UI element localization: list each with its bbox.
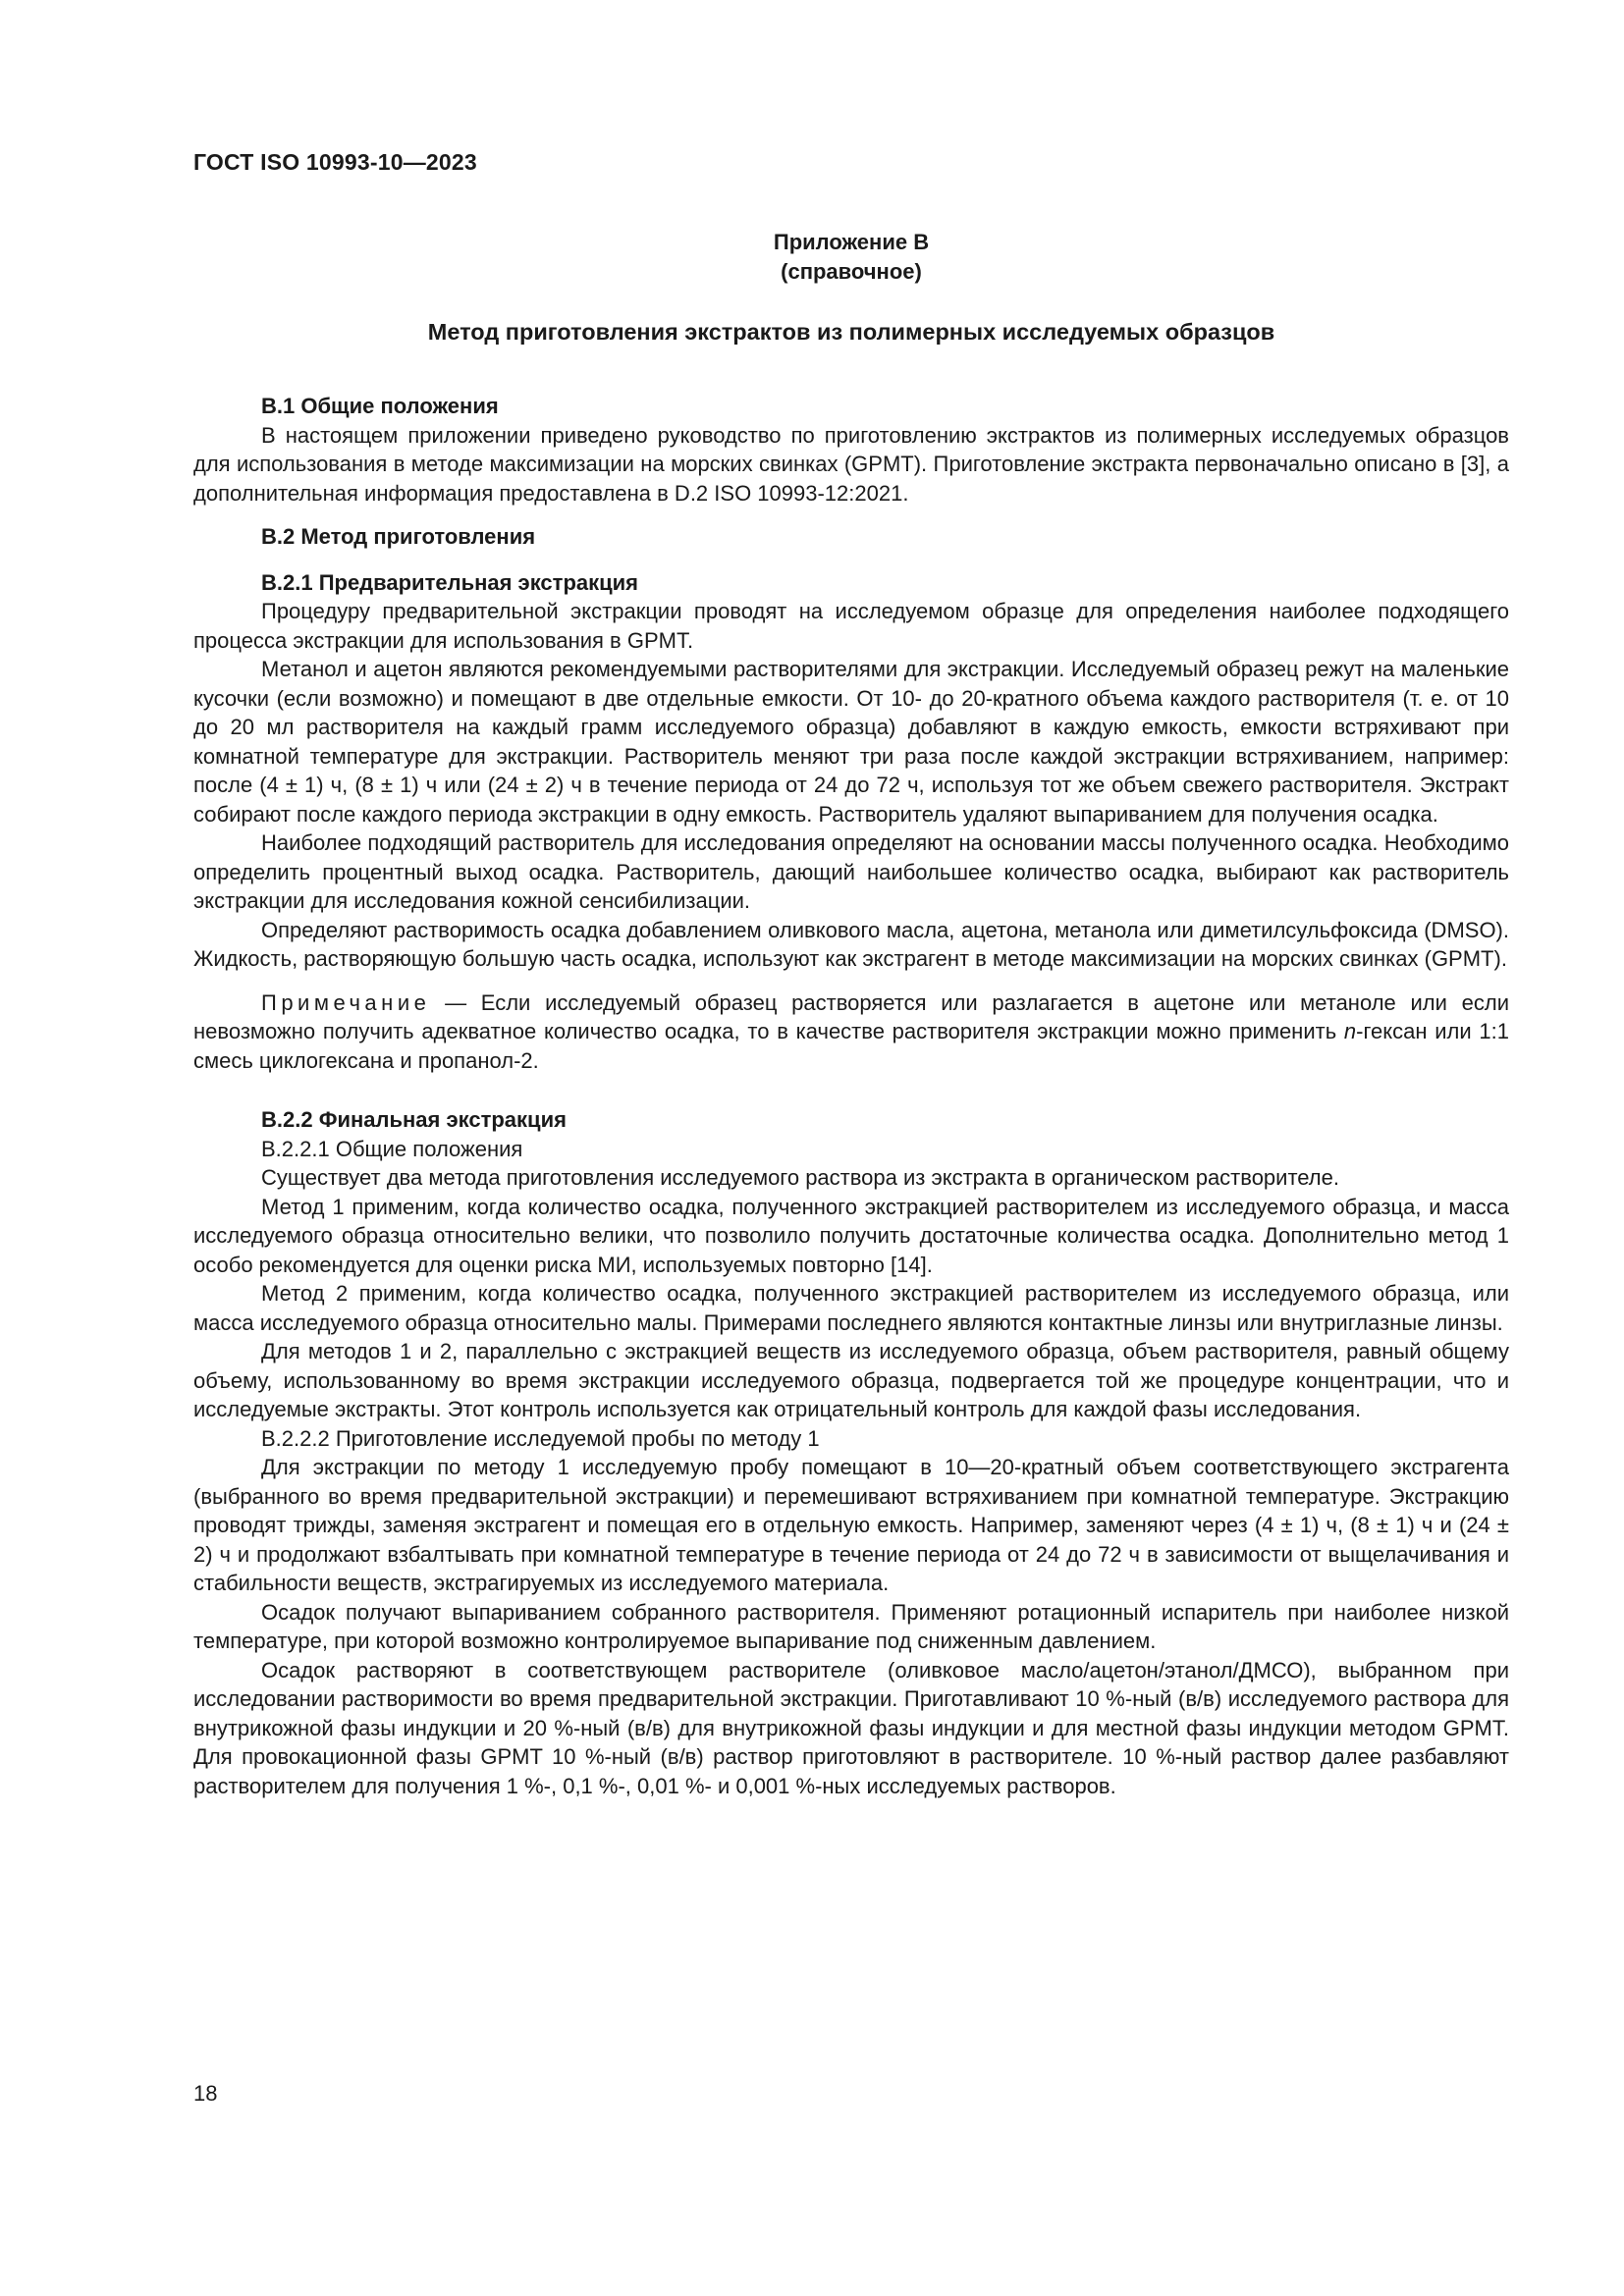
paragraph: Процедуру предварительной экстракции проводят на исследуемом образце для определения наиболее подходящего процесса экстракции для использования в GPMT. bbox=[193, 599, 1509, 653]
section-heading-b221: B.2.2.1 Общие положения bbox=[261, 1136, 523, 1161]
section-heading-b21: B.2.1 Предварительная экстракция bbox=[261, 569, 639, 595]
paragraph: Существует два метода приготовления исследуемого раствора из экстракта в органическом растворителе. bbox=[261, 1165, 1339, 1190]
paragraph: Определяют растворимость осадка добавлением оливкового масла, ацетона, метанола или диметилсульфоксида (DMSO). Жидкость, растворяющую большую часть осадка, используют как экстрагент в методе максимизации на морских свинках (GPMT). bbox=[193, 917, 1509, 971]
page-number: 18 bbox=[193, 2081, 218, 2106]
paragraph: Метод 2 применим, когда количество осадка, полученного экстракцией растворителем из исследуемого образца, или масса исследуемого образца относительно малы. Примерами последнего являются контактные линзы или внутриглазные линзы. bbox=[193, 1281, 1509, 1335]
note-label: Примечание bbox=[261, 989, 431, 1015]
body-text bbox=[193, 392, 1509, 1800]
paragraph: Метанол и ацетон являются рекомендуемыми растворителями для экстракции. Исследуемый образец режут на маленькие кусочки (если возможно) и помещают в две отдельные емкости. От 10- до 20-кратного объема каждого растворителя (т. е. от 10 до 20 мл растворителя на каждый грамм исследуемого образца) добавляют в каждую емкость, емкости встряхивают при комнатной температуре для экстракции. Растворитель меняют три раза после каждой экстракции встряхиванием, например: после (4 ± 1) ч, (8 ± 1) ч или (24 ± 2) ч в течение периода от 24 до 72 ч, используя тот же объем свежего растворителя. Экстракт собирают после каждого периода экстракции в одну емкость. Растворитель удаляют выпариванием для получения осадка. bbox=[193, 657, 1509, 827]
note-text: — Если исследуемый образец растворяется или разлагается в ацетоне или метаноле или если невозможно получить адекватное количество осадка, то в качестве растворителя экстракции можно применить bbox=[193, 989, 1509, 1043]
note bbox=[193, 988, 1509, 1076]
paragraph: Наиболее подходящий растворитель для исследования определяют на основании массы полученного осадка. Необходимо определить процентный выход осадка. Растворитель, дающий наибольшее количество осадка, выбирают как растворитель экстракции для исследования кожной сенсибилизации. bbox=[193, 830, 1509, 913]
section-heading-b2: B.2 Метод приготовления bbox=[261, 524, 536, 549]
annex-label: Приложение B bbox=[773, 230, 930, 254]
paragraph: Для методов 1 и 2, параллельно с экстракцией веществ из исследуемого образца, объем растворителя, равный общему объему, использованному во время экстракции исследуемого образца, подвергается той же процедуре концентрации, что и исследуемые экстракты. Этот контроль используется как отрицательный контроль для каждой фазы исследования. bbox=[193, 1339, 1509, 1421]
section-heading-b1: B.1 Общие положения bbox=[261, 394, 499, 418]
section-heading-b22: B.2.2 Финальная экстракция bbox=[261, 1107, 567, 1132]
paragraph: Метод 1 применим, когда количество осадка, полученного экстракцией растворителем из исследуемого образца, и масса исследуемого образца относительно велики, что позволило получить достаточные количества осадка. Дополнительно метод 1 особо рекомендуется для оценки риска МИ, используемых повторно [14]. bbox=[193, 1194, 1509, 1277]
paragraph: Для экстракции по методу 1 исследуемую пробу помещают в 10—20-кратный объем соответствующего экстрагента (выбранного во время предварительной экстракции) и перемешивают встряхиванием при комнатной температуре. Экстракцию проводят трижды, заменяя экстрагент и помещая его в отдельную емкость. Например, заменяют через (4 ± 1) ч, (8 ± 1) ч и (24 ± 2) ч и продолжают взбалтывать при комнатной температуре в течение периода от 24 до 72 ч в зависимости от выщелачивания и стабильности веществ, экстрагируемых из исследуемого материала. bbox=[193, 1455, 1509, 1595]
paragraph: Осадок получают выпариванием собранного растворителя. Применяют ротационный испаритель при наиболее низкой температуре, при которой возможно контролируемое выпаривание под сниженным давлением. bbox=[193, 1599, 1509, 1653]
note-text-end: -гексан или 1:1 смесь циклогексана и пропанол-2. bbox=[193, 1019, 1509, 1073]
running-head: ГОСТ ISO 10993-10—2023 bbox=[193, 149, 477, 175]
section-heading-b222: B.2.2.2 Приготовление исследуемой пробы по методу 1 bbox=[261, 1425, 820, 1451]
note-italic: n bbox=[1343, 1019, 1357, 1043]
paragraph: Осадок растворяют в соответствующем растворителе (оливковое масло/ацетон/этанол/ДМСО), выбранном при исследовании растворимости во время предварительной экстракции. Приготавливают 10 %-ный (в/в) исследуемого раствора для внутрикожной фазы индукции и 20 %-ный (в/в) для внутрикожной фазы индукции и для местной фазы индукции методом GPMT. Для провокационной фазы GPMT 10 %-ный (в/в) раствор приготовляют в растворителе. 10 %-ный раствор далее разбавляют растворителем для получения 1 %-, 0,1 %-, 0,01 %- и 0,001 %-ных исследуемых растворов. bbox=[193, 1657, 1509, 1798]
annex-title: Метод приготовления экстрактов из полимерных исследуемых образцов bbox=[427, 319, 1275, 345]
annex-header bbox=[193, 228, 1509, 287]
annex-status: (справочное) bbox=[781, 259, 922, 284]
paragraph: В настоящем приложении приведено руководство по приготовлению экстрактов из полимерных исследуемых образцов для использования в методе максимизации на морских свинках (GPMT). Приготовление экстракта первоначально описано в [3], а дополнительная информация предоставлена в D.2 ISO 10993-12:2021. bbox=[193, 422, 1509, 506]
